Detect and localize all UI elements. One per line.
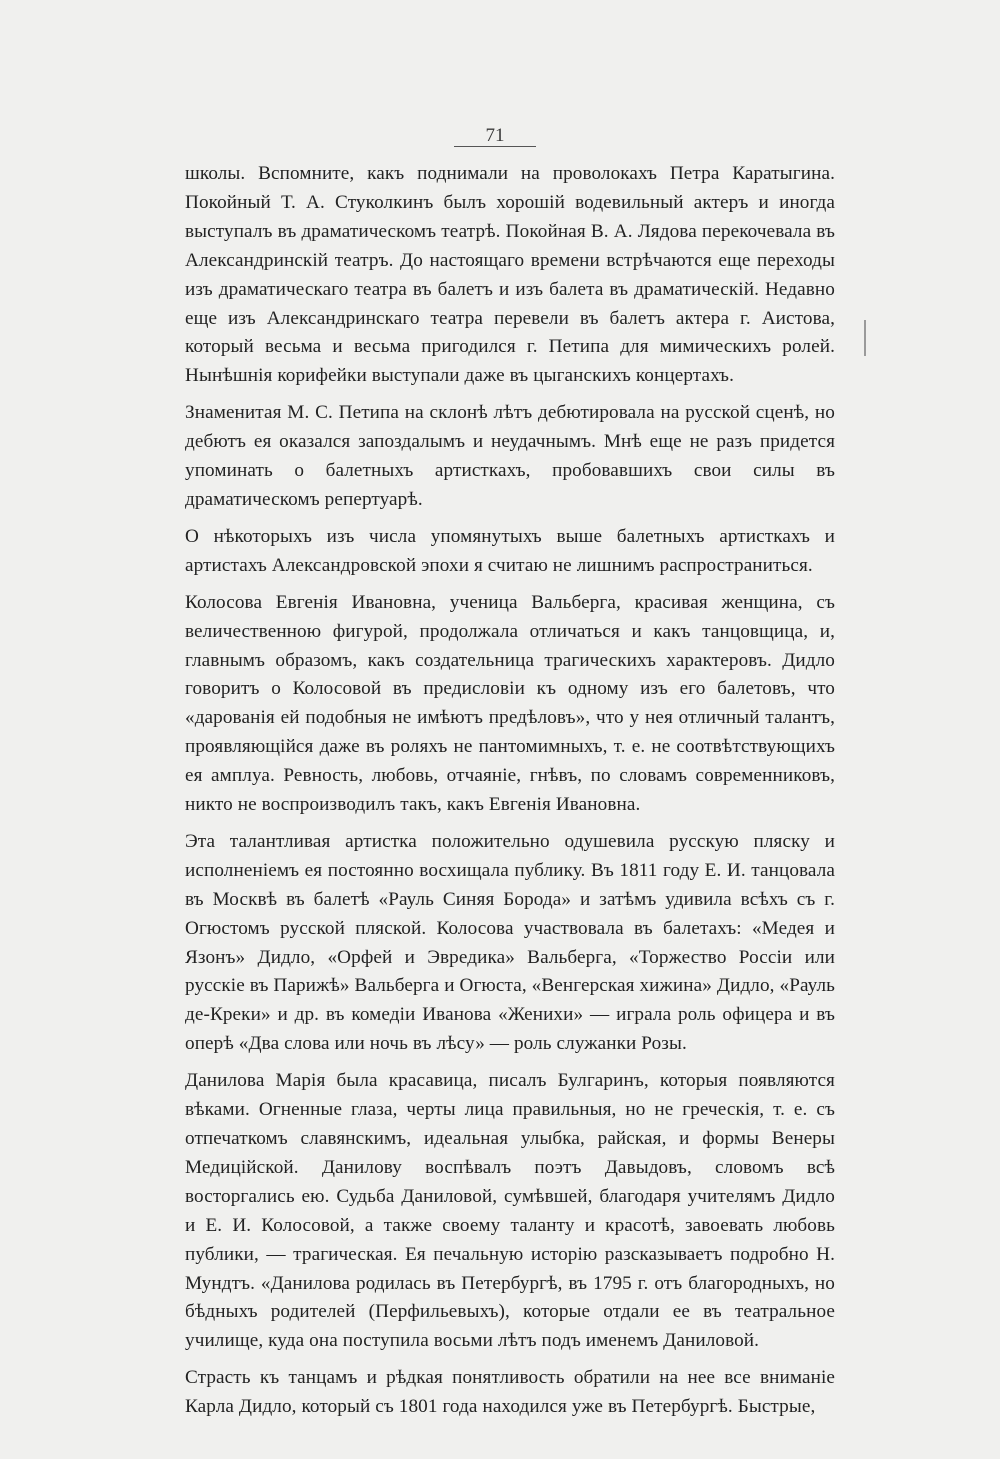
page-number: 71 bbox=[485, 125, 505, 146]
body-text bbox=[185, 160, 835, 1430]
paragraph-6: Данилова Марiя была красавица, писалъ Булгаринъ, которыя появляются вѣками. Огненные глаза, черты лица правильныя, но не греческiя, т. е. съ отпечаткомъ славянскимъ, идеальная улыбка, райская, и формы Венеры Медицiйской. Данилову воспѣвалъ поэтъ Давыдовъ, словомъ всѣ восторгались ею. Судьба Даниловой, сумѣвшей, благодаря учителямъ Дидло и Е. И. Колосовой, а также своему таланту и красотѣ, завоевать любовь публики, — трагическая. Ея печальную исторiю разсказываетъ подробно Н. Мундтъ. «Данилова родилась въ Петербургѣ, въ 1795 г. отъ благородныхъ, но бѣдныхъ родителей (Перфильевыхъ), которые отдали ее въ театральное училище, куда она поступила восьми лѣтъ подъ именемъ Даниловой. bbox=[185, 1070, 835, 1352]
page-number-rule bbox=[454, 146, 536, 147]
margin-mark bbox=[864, 320, 866, 356]
paragraph-3: О нѣкоторыхъ изъ числа упомянутыхъ выше балетныхъ артисткахъ и артистахъ Александровской эпохи я считаю не лишнимъ распространиться. bbox=[185, 525, 835, 576]
paragraph-5: Эта талантливая артистка положительно одушевила русскую пляску и исполненiемъ ея постоянно восхищала публику. Въ 1811 году Е. И. танцовала въ Москвѣ въ балетѣ «Рауль Синяя Борода» и затѣмъ удивила всѣхъ съ г. Огюстомъ русской пляской. Колосова участвовала въ балетахъ: «Медея и Язонъ» Дидло, «Орфей и Эвредика» Вальберга, «Торжество Россiи или русскiе въ Парижѣ» Вальберга и Огюста, «Венгерская хижина» Дидло, «Рауль де-Креки» и др. въ комедiи Иванова «Женихи» — играла роль офицера и въ оперѣ «Два слова или ночь въ лѣсу» — роль служанки Розы. bbox=[185, 830, 835, 1055]
paragraph-7: Страсть къ танцамъ и рѣдкая понятливость обратили на нее все вниманiе Карла Дидло, который съ 1801 года находился уже въ Петербургѣ. Быстрые, bbox=[185, 1367, 835, 1418]
paragraph-2: Знаменитая М. С. Петипа на склонѣ лѣтъ дебютировала на русской сценѣ, но дебютъ ея оказался запоздалымъ и неудачнымъ. Мнѣ еще не разъ придется упоминать о балетныхъ артисткахъ, пробовавшихъ свои силы въ драматическомъ репертуарѣ. bbox=[185, 402, 835, 510]
page-number-block bbox=[454, 126, 536, 146]
paragraph-1: школы. Вспомните, какъ поднимали на проволокахъ Петра Каратыгина. Покойный Т. А. Стуколкинъ былъ хорошiй водевильный актеръ и иногда выступалъ въ драматическомъ театрѣ. Покойная В. А. Лядова перекочевала въ Александринскiй театръ. До настоящаго времени встрѣчаются еще переходы изъ драматическаго театра въ балетъ и изъ балета въ драматическiй. Недавно еще изъ Александринскаго театра перевели въ балетъ актера г. Аистова, который весьма и весьма пригодился г. Петипа для мимическихъ ролей. Нынѣшнiя корифейки выступали даже въ цыганскихъ концертахъ. bbox=[185, 163, 835, 387]
paragraph-4: Колосова Евгенiя Ивановна, ученица Вальберга, красивая женщина, съ величественною фигурой, продолжала отличаться и какъ танцовщица, и, главнымъ образомъ, какъ создательница трагическихъ характеровъ. Дидло говоритъ о Колосовой въ предисловiи къ одному изъ его балетовъ, что «дарованiя ей подобныя не имѣютъ предѣловъ», что у нея отличный талантъ, проявляющiйся даже въ роляхъ не пантомимныхъ, т. е. не соотвѣтствующихъ ея амплуа. Ревность, любовь, отчаянiе, гнѣвъ, по словамъ современниковъ, никто не воспроизводилъ такъ, какъ Евгенiя Ивановна. bbox=[185, 591, 835, 816]
